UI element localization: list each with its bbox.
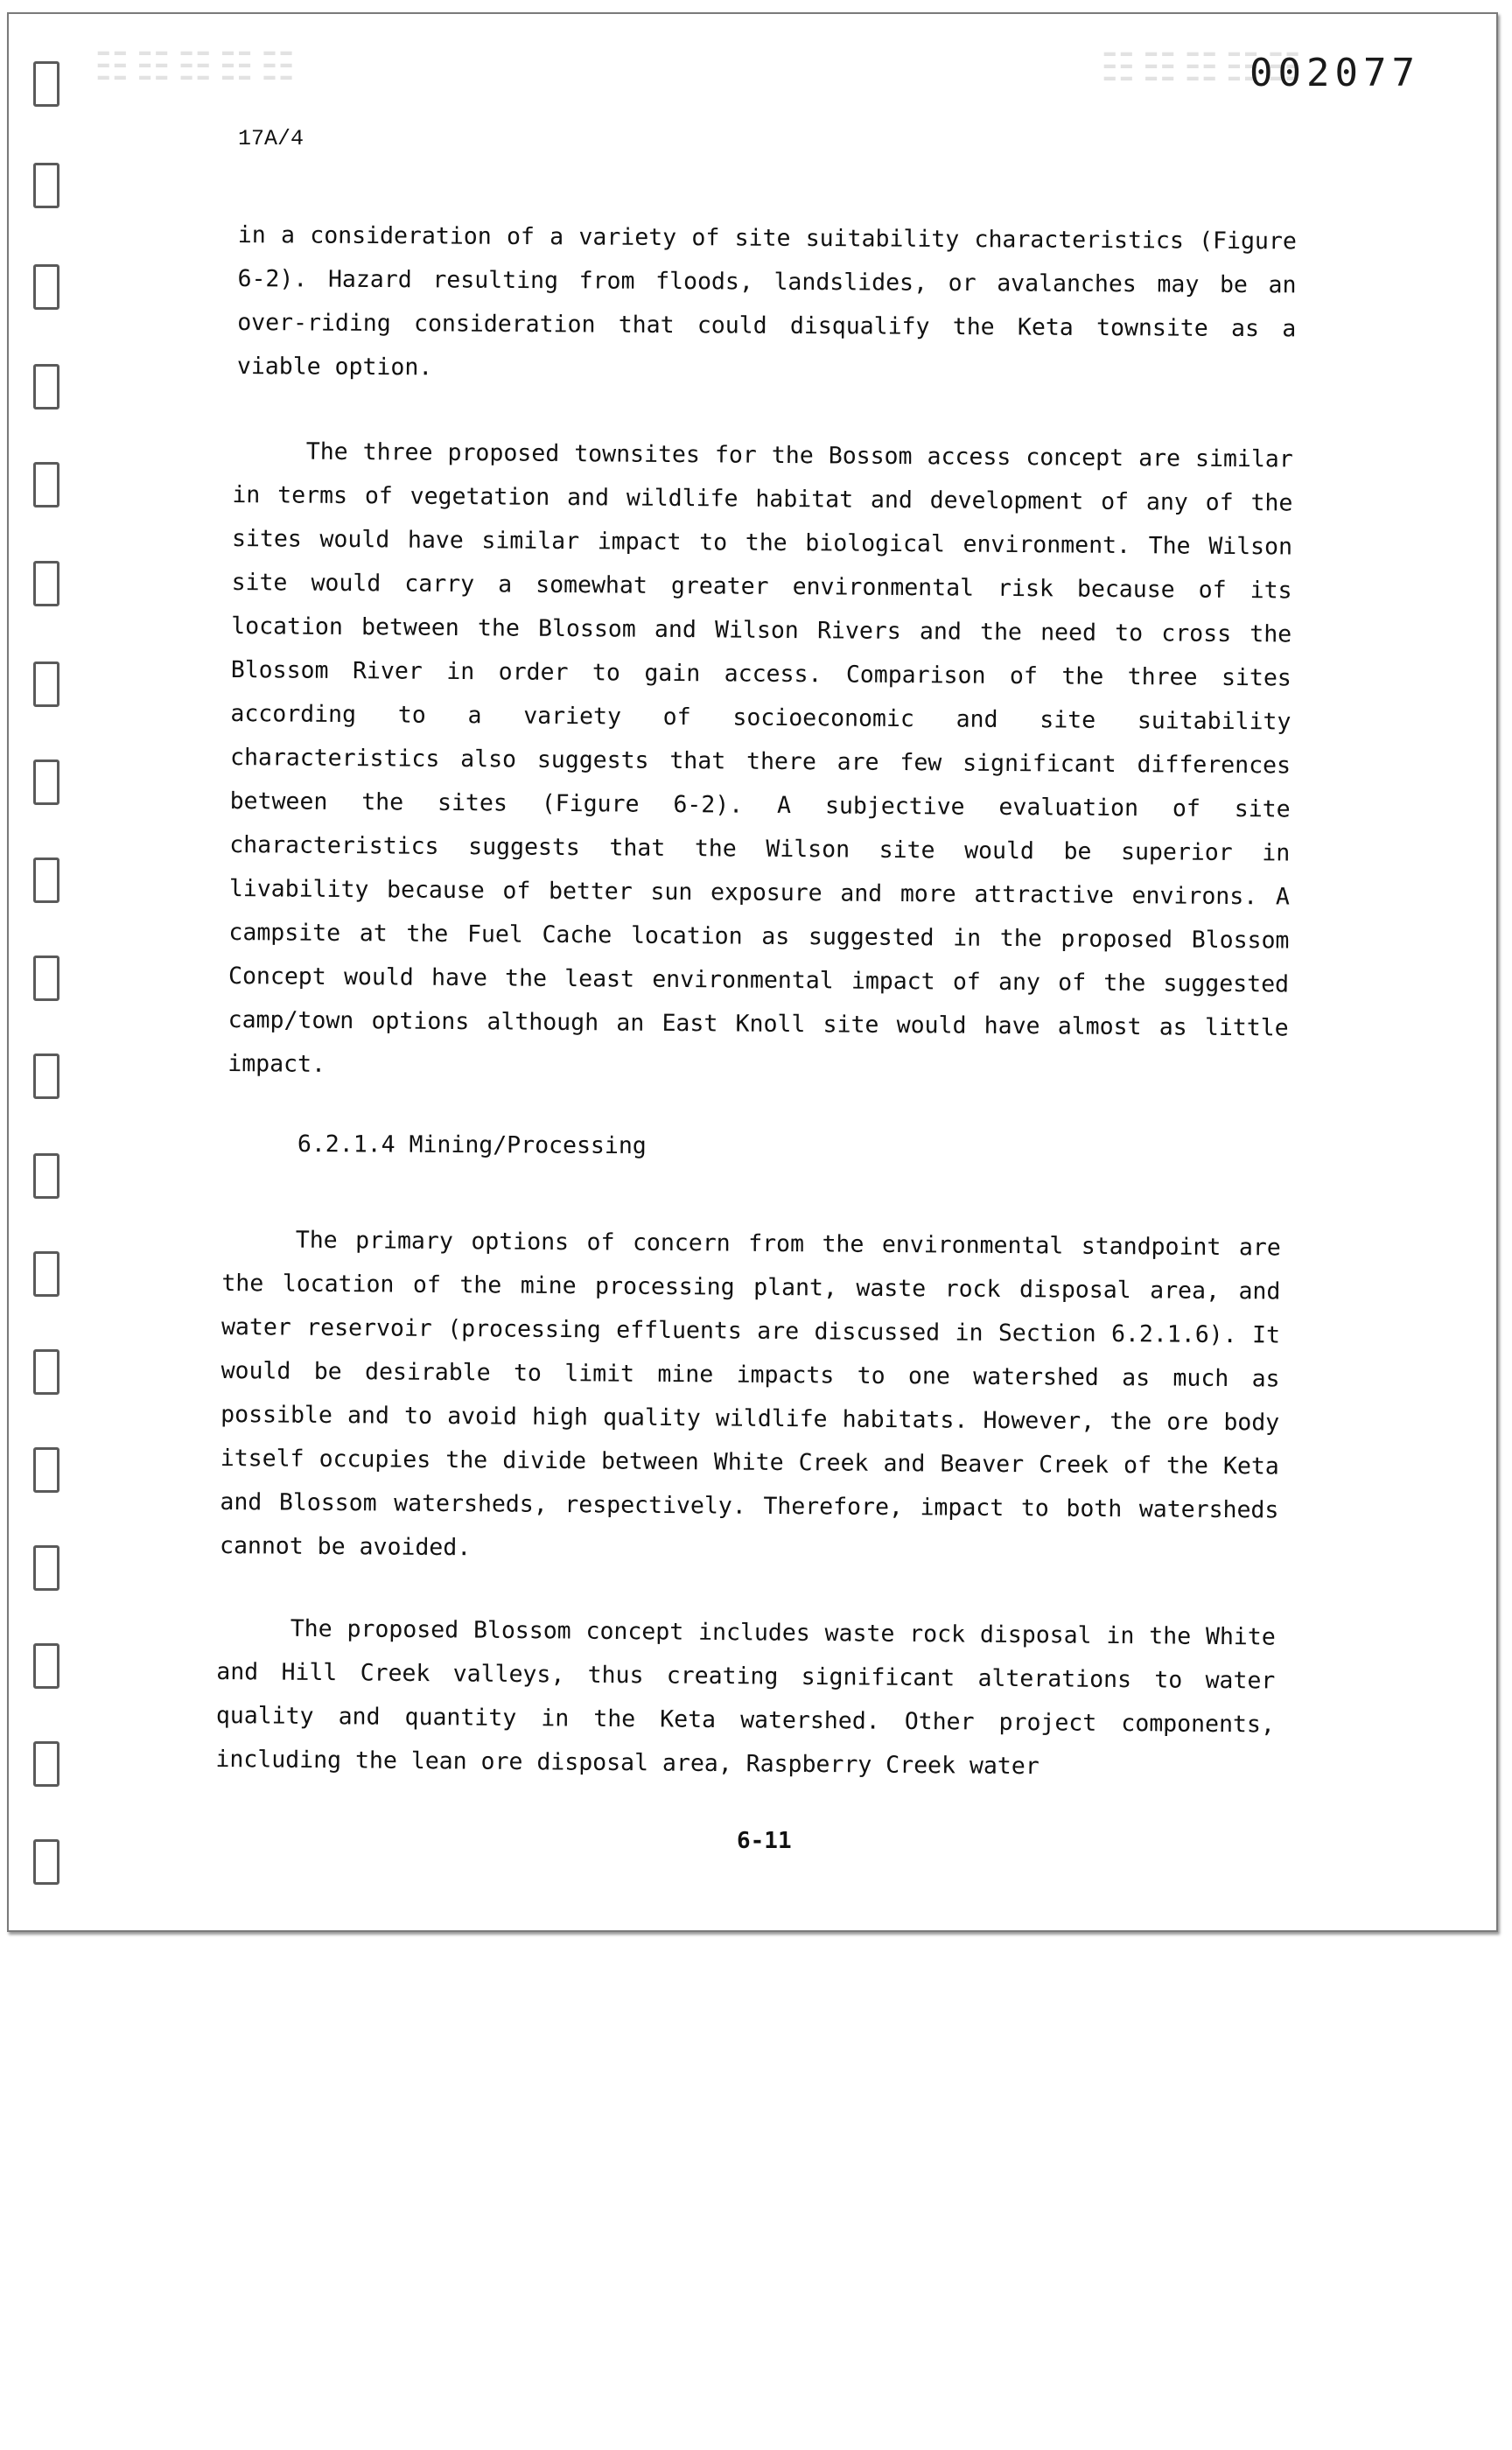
binder-hole [33, 462, 60, 508]
binder-hole [33, 561, 60, 606]
binder-hole [33, 760, 60, 805]
bleed-through-stamp: ☷☷☷☷☷ [1094, 46, 1302, 90]
binder-hole [33, 1054, 60, 1099]
binder-hole [33, 1643, 60, 1689]
page-number: 6-11 [737, 1828, 792, 1854]
binder-hole [33, 1349, 60, 1395]
body-paragraph: in a consideration of a variety of site suitability characteristics (Figure 6-2). Hazard resulting from floods, landslides, or avalanches may be an over-riding consideration that could disqualify the Keta townsite as a viable option. [236, 220, 1297, 382]
binder-hole [33, 61, 60, 107]
binder-hole [33, 1741, 60, 1787]
body-paragraph: The proposed Blossom concept includes waste rock disposal in the White and Hill Creek valleys, thus creating significant alterations to water quality and quantity in the Keta watershed. Other project components, including the lean ore disposal area, Raspberry Creek water [215, 1614, 1276, 1781]
section-heading: 6.2.1.4 Mining/Processing [297, 1130, 647, 1160]
document-number: 002077 [1250, 51, 1420, 95]
section-code: 17A/4 [238, 126, 304, 151]
binder-hole [33, 956, 60, 1001]
binder-hole [33, 1153, 60, 1199]
binder-hole [33, 264, 60, 310]
binder-hole [33, 364, 60, 410]
document-page [7, 12, 1498, 1932]
body-paragraph: The primary options of concern from the environmental standpoint are the location of the mine processing plant, waste rock disposal area, and water reservoir (processing effluents are discussed in Section 6.2.1.6). It would be desirable to limit mine impacts to one watershed as much as possible and to avoid high quality wildlife habitats. However, the ore body itself occupies the divide between White Creek and Beaver Creek of the Keta and Blossom watersheds, respectively. Therefore, impact to both watersheds cannot be avoided. [219, 1226, 1281, 1562]
binder-hole [33, 662, 60, 707]
binder-hole [33, 163, 60, 208]
binder-hole [33, 1545, 60, 1591]
bleed-through-stamp: ☷☷☷☷☷ [88, 45, 296, 89]
binder-hole [33, 1447, 60, 1493]
binder-hole [33, 858, 60, 903]
binder-hole [33, 1839, 60, 1885]
body-paragraph: The three proposed townsites for the Bossom access concept are similar in terms of vegetation and wildlife habitat and development of any of the sites would have similar impact to the biological environment. The Wilson site would carry a somewhat greater environmental risk because of its location between the Blossom and Wilson Rivers and the need to cross the Blossom River in order to gain access. Comparison of the three sites according to a variety of socioeconomic and site suitability characteristics also suggests that there are few significant differences between the sites (Figure 6-2). A subjective evaluation of site characteristics suggests that the Wilson site would be superior in livability because of better sun exposure and more attractive environs. A campsite at the Fuel Cache location as suggested in the proposed Blossom Concept would have the least environmental impact of any of the suggested camp/town options although an East Knoll site would have almost as little impact. [228, 438, 1293, 1078]
binder-hole [33, 1251, 60, 1297]
